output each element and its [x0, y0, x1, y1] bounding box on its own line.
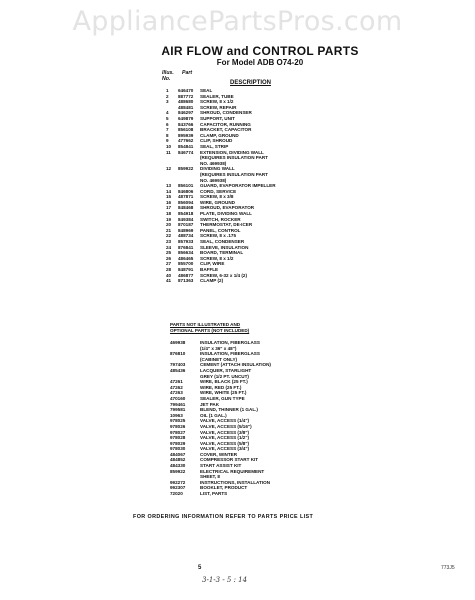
part-description: SLEEVE, INSULATION [200, 244, 249, 250]
part-number: 47263 [170, 390, 183, 396]
part-description: CAPACITOR, RUNNING [200, 121, 251, 127]
illus-number: 8 [166, 132, 169, 138]
part-number: 848969 [178, 227, 194, 233]
part-number: 978030 [170, 446, 186, 452]
part-description: LIST, PARTS [200, 491, 228, 497]
part-description: WIRE, GROUND [200, 199, 235, 205]
part-number: 856108 [178, 127, 194, 133]
illus-number: 14 [166, 188, 172, 194]
part-description: VALVE, ACCESS (5/8") [200, 440, 250, 446]
illus-number: 19 [166, 216, 172, 222]
illus-number: 13 [166, 183, 172, 189]
illus-number: 23 [166, 239, 172, 245]
illus-number: 3 [166, 99, 169, 105]
part-description: NO. 469938) [200, 160, 227, 166]
part-number: 485436 [170, 367, 186, 373]
part-number: 799461 [170, 401, 186, 407]
part-description: VALVE, ACCESS (1/4") [200, 418, 250, 424]
part-number: 469938 [170, 340, 186, 345]
part-description: SCREW, 8 x 1/2 [200, 255, 234, 261]
column-header-no: No. [162, 76, 171, 82]
part-number: 486465 [178, 255, 194, 261]
part-description: COMPRESSOR START KIT [200, 457, 259, 463]
part-description: SUPPORT, UNIT [200, 115, 235, 121]
part-number: 992272 [170, 479, 186, 485]
part-number: 470160 [170, 395, 186, 401]
part-description: SCREW, 8 x .175 [200, 233, 237, 239]
part-number: 484852 [170, 457, 186, 463]
part-description: CLIP, WIRE [200, 261, 225, 267]
part-description: WIRE, BLACK (25 FT.) [200, 379, 248, 385]
part-description: SEAL, STRIP [200, 143, 229, 149]
part-description: COVER, WINTER [200, 451, 238, 457]
illus-number: 15 [166, 194, 172, 200]
part-number: 797403 [170, 362, 186, 368]
part-number: 895939 [178, 132, 194, 138]
part-number: 488734 [178, 233, 194, 239]
part-description: (REQUIRES INSULATION PART [200, 155, 268, 161]
part-number: 848791 [178, 267, 194, 272]
part-description: OIL (1 GAL.) [200, 412, 227, 418]
part-number: 857933 [178, 239, 194, 245]
page-subtitle: For Model ADB O74-20 [216, 58, 304, 67]
part-number: 646470 [178, 88, 194, 93]
part-number: 978027 [170, 429, 186, 435]
section-note-line-2: OPTIONAL PARTS (NOT INCLUDED) [170, 327, 250, 333]
part-number: 978029 [170, 440, 186, 446]
part-number: 856634 [178, 250, 194, 256]
part-description: CLIP, SHROUD [200, 138, 233, 144]
part-number: 799581 [170, 407, 186, 413]
column-header-part: Part [182, 70, 193, 76]
part-description: SCREW, 8 x 3/8 [200, 194, 234, 200]
illus-number: 25 [166, 250, 172, 256]
part-description: VALVE, ACCESS (5/16") [200, 423, 252, 429]
part-number: 876810 [170, 351, 186, 357]
illus-number: 2 [166, 93, 169, 99]
illus-number: 16 [166, 199, 172, 205]
part-description: JET PAK [200, 401, 220, 407]
part-description: SCREW, 8 x 1/2 [200, 99, 234, 105]
corner-code: 773J5 [441, 565, 455, 571]
part-number: 856101 [178, 183, 194, 189]
part-description: INSULATION, FIBERGLASS [200, 340, 260, 345]
part-description: START ASSIST KIT [200, 463, 242, 469]
illus-number: 26 [166, 255, 172, 261]
part-number: 870187 [178, 222, 194, 228]
part-description: BOARD, TERMINAL [200, 250, 244, 256]
part-description: WIRE, WHITE (25 FT.) [200, 390, 247, 396]
part-description: BLEND, THINNER (1 GAL.) [200, 407, 258, 413]
part-description: CLAMP, GROUND [200, 132, 239, 138]
part-description: LACQUER, STARLIGHT [200, 367, 252, 373]
part-description: GUARD, EVAPORATOR IMPELLER [200, 183, 276, 189]
part-description: BOOKLET, PRODUCT [200, 485, 248, 491]
part-description: SCREW, REPAIR [200, 104, 237, 110]
part-number: 848468 [178, 205, 194, 211]
part-description: VALVE, ACCESS (3/4") [200, 446, 250, 452]
illus-number: 6 [166, 121, 169, 127]
part-description: GREY (1/2 PT. UNCUT) [200, 373, 249, 379]
part-number: 843766 [178, 121, 194, 127]
part-description: SEAL, CONDENSER [200, 239, 245, 245]
part-number: 72020 [170, 491, 183, 497]
part-number: 477662 [178, 138, 194, 144]
part-number: 10963 [170, 412, 183, 418]
part-number: 846297 [178, 110, 194, 116]
part-description: PANEL, CONTROL [200, 227, 241, 233]
part-description: ELECTRICAL REQUIREMENT [200, 468, 265, 474]
illus-number: 21 [166, 227, 172, 233]
part-number: 978026 [170, 423, 186, 429]
illus-number: 41 [166, 278, 172, 284]
part-number: 855700 [178, 261, 194, 267]
section-note [170, 322, 249, 333]
part-number: 849384 [178, 216, 194, 222]
part-number: 978025 [170, 418, 186, 424]
illus-number: 27 [166, 261, 172, 267]
part-number: 887772 [178, 93, 194, 99]
part-number: 846774 [178, 149, 194, 155]
part-number: 978028 [170, 435, 186, 441]
part-number: 47262 [170, 384, 183, 390]
part-number: 484330 [170, 463, 186, 469]
part-description: BAFFLE [200, 267, 219, 272]
illus-number: 10 [166, 143, 172, 149]
illus-number: 17 [166, 205, 172, 211]
part-number: 47261 [170, 379, 183, 385]
ordering-footer: FOR ORDERING INFORMATION REFER TO PARTS PRICE LIST [133, 514, 314, 520]
part-description: SEALER, GUN TYPE [200, 395, 245, 401]
part-description: SHEET, 8 [200, 474, 220, 480]
part-description: SEALER, TUBE [200, 93, 234, 99]
part-number: 488481 [178, 104, 194, 110]
part-description: CLAMP (2) [200, 278, 224, 284]
part-number: 856094 [178, 199, 194, 205]
illus-number: 40 [166, 272, 172, 278]
part-description: CEMENT (ATTACH INSULATION) [200, 362, 271, 368]
part-description: NO. 469938) [200, 177, 227, 183]
part-number: 487871 [178, 194, 194, 200]
part-description: (REQUIRES INSULATION PART [200, 171, 268, 177]
part-description: SHROUD, EVAPORATOR [200, 205, 255, 211]
part-number: 854918 [178, 211, 194, 217]
part-description: EXTENSION, DIVIDING WALL [200, 149, 264, 155]
illus-number: 1 [166, 88, 169, 93]
part-description: VALVE, ACCESS (1/2") [200, 435, 250, 441]
part-description: INSTRUCTIONS, INSTALLATION [200, 479, 271, 485]
part-description: SCREW, 6-32 x 1/4 (2) [200, 272, 247, 278]
part-description: BRACKET, CAPACITOR [200, 127, 252, 133]
part-description: VALVE, ACCESS (3/8") [200, 429, 250, 435]
page-title: AIR FLOW and CONTROL PARTS [161, 44, 359, 58]
page-number: 5 [198, 565, 202, 571]
part-description: SHROUD, CONDENSER [200, 110, 252, 116]
part-description: (1/4" x 36" x 48") [200, 345, 237, 351]
part-description: INSULATION, FIBERGLASS [200, 351, 260, 357]
column-header-description: DESCRIPTION [230, 80, 272, 86]
illus-number: 4 [166, 110, 169, 116]
part-number: 871363 [178, 278, 194, 284]
part-description: SWITCH, ROCKER [200, 216, 241, 222]
part-number: 649879 [178, 115, 194, 121]
part-number: 992307 [170, 485, 186, 491]
illus-number: 24 [166, 244, 172, 250]
part-description: THERMOSTAT, DE-ICER [200, 222, 253, 228]
handwritten-note: 3-1-3 - 5 : 14 [202, 576, 248, 584]
column-header-illus: Illus. [162, 70, 174, 76]
illus-number: 5 [166, 115, 169, 121]
illus-number: 28 [166, 267, 172, 272]
part-number: 846806 [178, 188, 194, 194]
part-number: 484067 [170, 451, 186, 457]
part-description: DIVIDING WALL [200, 166, 235, 172]
illus-number: 7 [166, 127, 169, 133]
watermark: AppliancePartsPros.com [72, 6, 403, 37]
part-number: 859922 [178, 166, 194, 172]
part-description: (CABINET ONLY) [200, 356, 238, 362]
part-description: WIRE, RED (25 FT.) [200, 384, 242, 390]
part-number: 859922 [170, 468, 186, 474]
part-number: 876841 [178, 244, 194, 250]
part-description: CORD, SERVICE [200, 188, 237, 194]
illus-number: 12 [166, 166, 172, 172]
illus-number: 20 [166, 222, 172, 228]
part-number: 854841 [178, 143, 194, 149]
illus-number: 9 [166, 138, 169, 144]
part-number: 486877 [178, 272, 194, 278]
part-number: 488680 [178, 99, 194, 105]
section-note-line-1: PARTS NOT ILLUSTRATED AND [170, 322, 241, 327]
part-description: SEAL [200, 88, 213, 93]
illus-number: 22 [166, 233, 172, 239]
part-description: PLATE, DIVIDING WALL [200, 211, 252, 217]
illus-number: 18 [166, 211, 172, 217]
illus-number: 11 [166, 149, 171, 155]
